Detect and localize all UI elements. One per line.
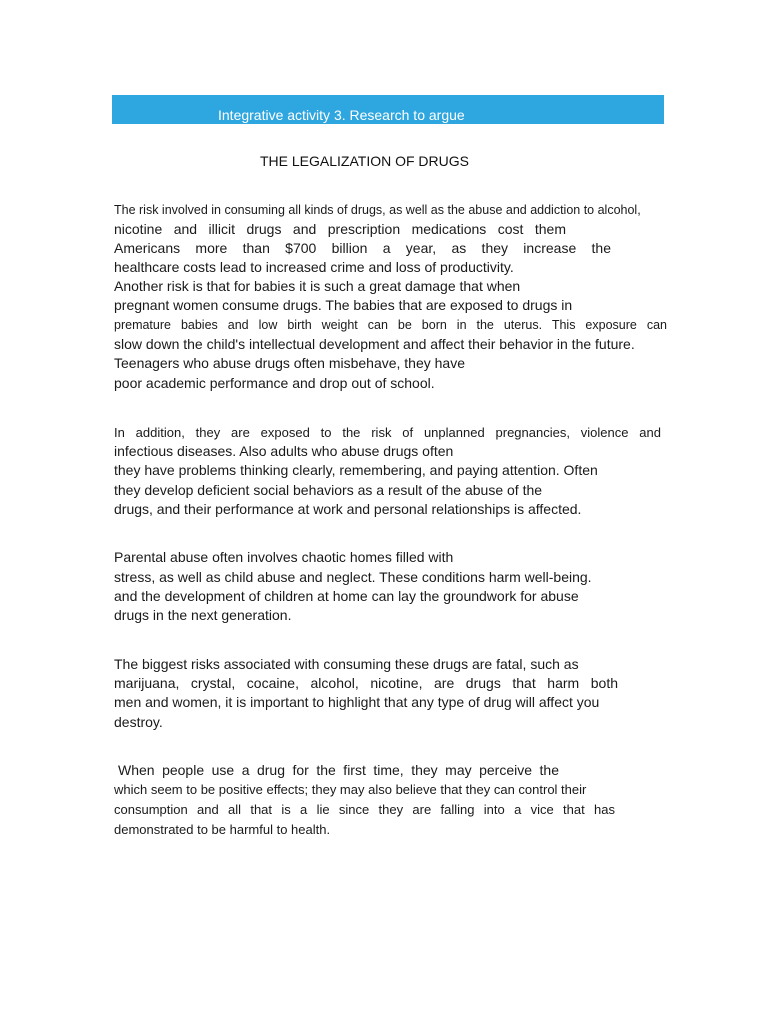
paragraph-line: poor academic performance and drop out of school.	[114, 375, 435, 391]
paragraph-line: Teenagers who abuse drugs often misbehave, they have	[114, 355, 466, 371]
paragraph-line: drugs in the next generation.	[114, 607, 292, 623]
paragraph-line: slow down the child's intellectual development and affect their behavior in the future.	[114, 336, 635, 352]
paragraph-line: Another risk is that for babies it is such a great damage that when	[114, 278, 521, 294]
paragraph-line: The risk involved in consuming all kinds of drugs, as well as the abuse and addiction to alcohol,	[114, 203, 641, 217]
paragraph-line: healthcare costs lead to increased crime and loss of productivity.	[114, 259, 514, 275]
paragraph-line: In addition, they are exposed to the risk of unplanned pregnancies, violence and	[114, 425, 661, 440]
banner-title: Integrative activity 3. Research to argue	[218, 107, 465, 123]
paragraph-line: drugs, and their performance at work and personal relationships is affected.	[114, 501, 582, 517]
paragraph-line: consumption and all that is a lie since they are falling into a vice that has	[114, 802, 615, 817]
paragraph-line: stress, as well as child abuse and neglect. These conditions harm well-being.	[114, 569, 592, 585]
paragraph-line: men and women, it is important to highlight that any type of drug will affect you	[114, 694, 600, 710]
paragraph-line: pregnant women consume drugs. The babies that are exposed to drugs in	[114, 297, 573, 313]
header-banner	[112, 95, 664, 124]
paragraph-line: they develop deficient social behaviors as a result of the abuse of the	[114, 482, 543, 498]
paragraph-line: Parental abuse often involves chaotic homes filled with	[114, 549, 454, 565]
paragraph-line: The biggest risks associated with consuming these drugs are fatal, such as	[114, 656, 579, 672]
paragraph-line: infectious diseases. Also adults who abuse drugs often	[114, 443, 454, 459]
paragraph-line: which seem to be positive effects; they may also believe that they can control their	[114, 782, 587, 797]
paragraph-line: nicotine and illicit drugs and prescription medications cost them	[114, 221, 566, 237]
paragraph-line: premature babies and low birth weight can be born in the uterus. This exposure can	[114, 318, 667, 332]
paragraph-line: demonstrated to be harmful to health.	[114, 822, 331, 837]
paragraph-line: When people use a drug for the first time, they may perceive the	[118, 762, 559, 778]
paragraph-line: and the development of children at home can lay the groundwork for abuse	[114, 588, 579, 604]
paragraph-line: marijuana, crystal, cocaine, alcohol, nicotine, are drugs that harm both	[114, 675, 618, 691]
document-title: THE LEGALIZATION OF DRUGS	[260, 153, 469, 169]
paragraph-line: destroy.	[114, 714, 163, 730]
paragraph-line: they have problems thinking clearly, remembering, and paying attention. Often	[114, 462, 598, 478]
paragraph-line: Americans more than $700 billion a year, as they increase the	[114, 240, 611, 256]
